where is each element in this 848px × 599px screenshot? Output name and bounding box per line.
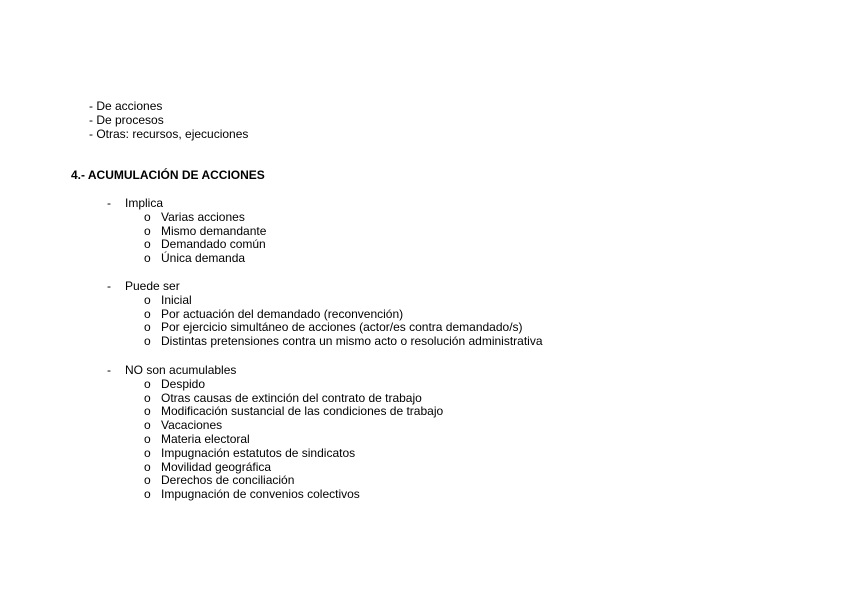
list-item-text: Impugnación de convenios colectivos <box>161 487 360 502</box>
bullet-marker: o <box>144 237 151 252</box>
section-label: Implica <box>125 196 164 210</box>
intro-item: - Otras: recursos, ejecuciones <box>89 126 249 141</box>
section-label: NO son acumulables <box>125 363 237 377</box>
list-item-text: Otras causas de extinción del contrato de trabajo <box>161 390 422 405</box>
bullet-marker: o <box>144 223 151 238</box>
list-item-text: Varias acciones <box>161 209 245 224</box>
list-item-text: Inicial <box>161 292 192 307</box>
bullet-marker: o <box>144 431 151 446</box>
list-item-text: Por ejercicio simultáneo de acciones (actor/es contra demandado/s) <box>161 320 523 335</box>
list-item-text: Por actuación del demandado (reconvención) <box>161 306 404 321</box>
bullet-marker: o <box>144 459 151 474</box>
bullet-marker: o <box>144 473 151 488</box>
list-item-text: Mismo demandante <box>161 223 267 238</box>
bullet-marker: o <box>144 404 151 419</box>
list-item-text: Vacaciones <box>161 418 223 433</box>
list-item-text: Modificación sustancial de las condiciones de trabajo <box>161 404 444 419</box>
bullet-marker: o <box>144 320 151 335</box>
bullet-marker: o <box>144 209 151 224</box>
bullet-marker: o <box>144 251 151 266</box>
bullet-marker: o <box>144 376 151 391</box>
intro-item: - De procesos <box>89 112 164 127</box>
section-label: Puede ser <box>125 279 180 293</box>
bullet-marker: o <box>144 418 151 433</box>
bullet-marker: o <box>144 292 151 307</box>
dash-marker: - <box>107 363 111 377</box>
intro-list <box>89 100 248 141</box>
dash-marker: - <box>107 196 111 210</box>
bullet-marker: o <box>144 334 151 349</box>
bullet-marker: o <box>144 487 151 502</box>
list-item-text: Impugnación estatutos de sindicatos <box>161 445 356 460</box>
intro-item: - De acciones <box>89 99 163 113</box>
list-item-text: Materia electoral <box>161 431 250 446</box>
section-heading: 4.- ACUMULACIÓN DE ACCIONES <box>71 168 265 182</box>
bullet-marker: o <box>144 445 151 460</box>
list-item-text: Única demanda <box>161 251 246 266</box>
dash-marker: - <box>107 279 111 293</box>
list-item-text: Derechos de conciliación <box>161 473 295 488</box>
list-item-text: Distintas pretensiones contra un mismo acto o resolución administrativa <box>161 334 543 349</box>
list-item-text: Despido <box>161 376 206 391</box>
list-item-text: Demandado común <box>161 237 266 252</box>
bullet-marker: o <box>144 390 151 405</box>
list-item-text: Movilidad geográfica <box>161 459 272 474</box>
bullet-marker: o <box>144 306 151 321</box>
